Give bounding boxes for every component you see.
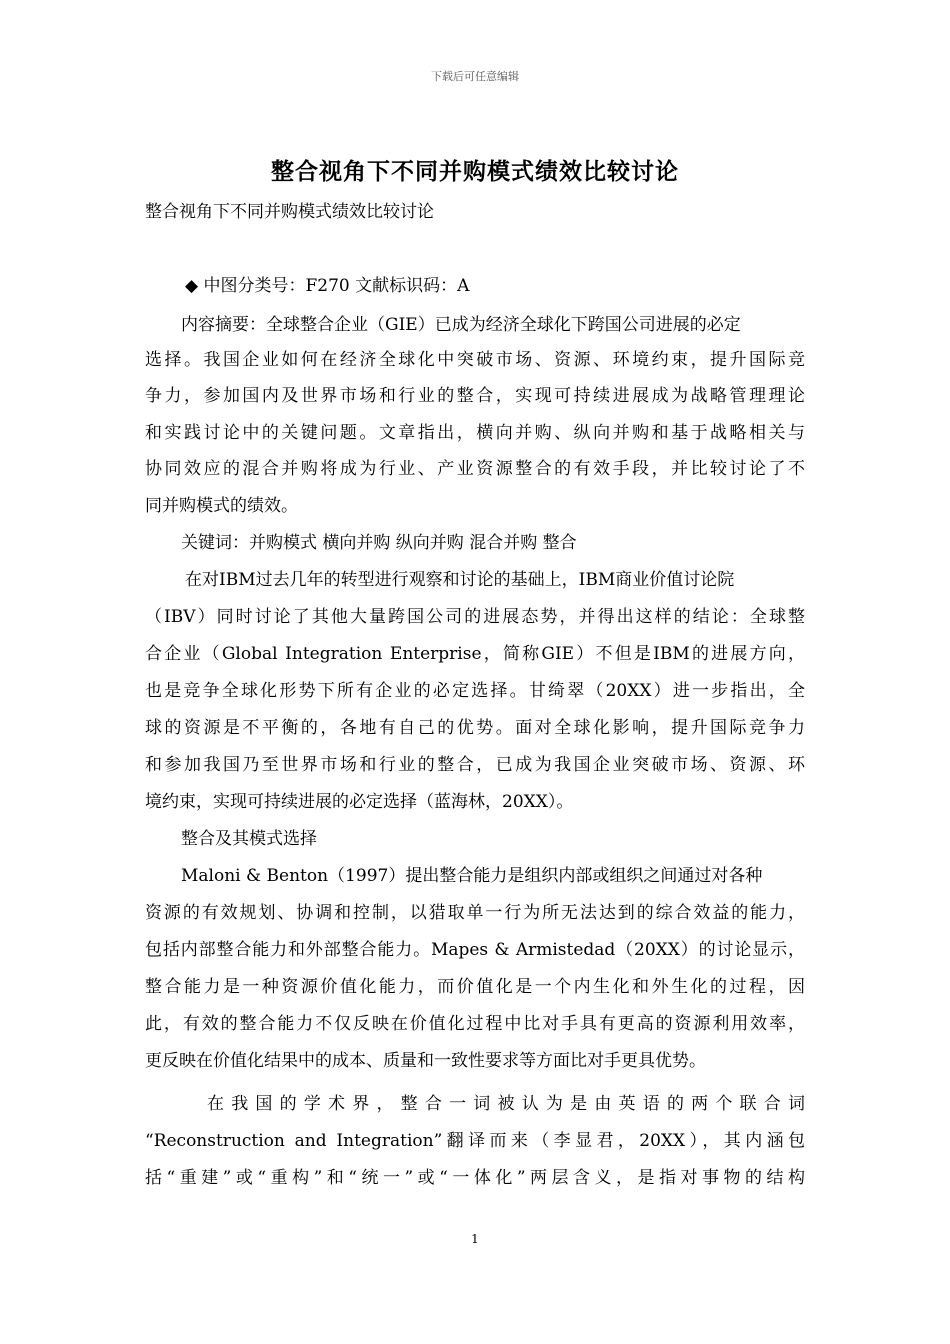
text-line: 关键词：并购模式 横向并购 纵向并购 混合并购 整合 xyxy=(181,533,577,553)
document-body xyxy=(145,0,805,1344)
text-line: 球的资源是不平衡的，各地有自己的优势。面对全球化影响，提升国际竞争力 xyxy=(145,718,805,738)
page-header: 下载后可任意编辑 xyxy=(431,70,519,83)
text-line: 也是竞争全球化形势下所有企业的必定选择。甘绮翠（20XX）进一步指出，全 xyxy=(145,681,805,701)
text-line: 更反映在价值化结果中的成本、质量和一致性要求等方面比对手更具优势。 xyxy=(145,1051,706,1071)
text-line: 括“重建”或“重构”和“统一”或“一体化”两层含义，是指对事物的结构 xyxy=(145,1168,805,1188)
text-line: 在我国的学术界，整合一词被认为是由英语的两个联合词 xyxy=(207,1094,805,1114)
text-line: 同并购模式的绩效。 xyxy=(145,496,298,516)
text-line: 资源的有效规划、协调和控制，以猎取单一行为所无法达到的综合效益的能力， xyxy=(145,903,805,923)
text-line: 包括内部整合能力和外部整合能力。Mapes & Armistedad（20XX）的讨论显示， xyxy=(145,940,805,960)
text-line: 此，有效的整合能力不仅反映在价值化过程中比对手具有更高的资源利用效率， xyxy=(145,1014,805,1034)
text-line: 整合能力是一种资源价值化能力，而价值化是一个内生化和外生化的过程，因 xyxy=(145,977,805,997)
page-number: 1 xyxy=(471,1232,479,1246)
text-line: ◆ 中图分类号：F270 文献标识码：A xyxy=(185,276,470,296)
text-line: 协同效应的混合并购将成为行业、产业资源整合的有效手段，并比较讨论了不 xyxy=(145,459,805,479)
text-line: 整合及其模式选择 xyxy=(181,829,317,849)
document-title: 整合视角下不同并购模式绩效比较讨论 xyxy=(271,158,679,185)
text-line: 和实践讨论中的关键问题。文章指出，横向并购、纵向并购和基于战略相关与 xyxy=(145,423,805,443)
text-line: 选择。我国企业如何在经济全球化中突破市场、资源、环境约束，提升国际竞 xyxy=(145,350,805,370)
text-line: Maloni & Benton（1997）提出整合能力是组织内部或组织之间通过对各种 xyxy=(181,866,763,886)
text-line: 整合视角下不同并购模式绩效比较讨论 xyxy=(145,202,434,222)
text-line: 境约束，实现可持续进展的必定选择（蓝海林，20XX）。 xyxy=(145,792,574,812)
text-line: 争力，参加国内及世界市场和行业的整合，实现可持续进展成为战略管理理论 xyxy=(145,386,805,406)
text-line: （IBV）同时讨论了其他大量跨国公司的进展态势，并得出这样的结论：全球整 xyxy=(145,607,805,627)
text-line: 和参加我国乃至世界市场和行业的整合，已成为我国企业突破市场、资源、环 xyxy=(145,755,805,775)
text-line: 在对IBM过去几年的转型进行观察和讨论的基础上，IBM商业价值讨论院 xyxy=(185,570,735,590)
text-line: 合企业（Global Integration Enterprise，简称GIE）不但是IBM的进展方向， xyxy=(145,644,805,664)
text-line: 内容摘要：全球整合企业（GIE）已成为经济全球化下跨国公司进展的必定 xyxy=(181,315,741,335)
text-line: “Reconstruction and Integration”翻译而来（李显君，20XX），其内涵包 xyxy=(145,1131,805,1151)
